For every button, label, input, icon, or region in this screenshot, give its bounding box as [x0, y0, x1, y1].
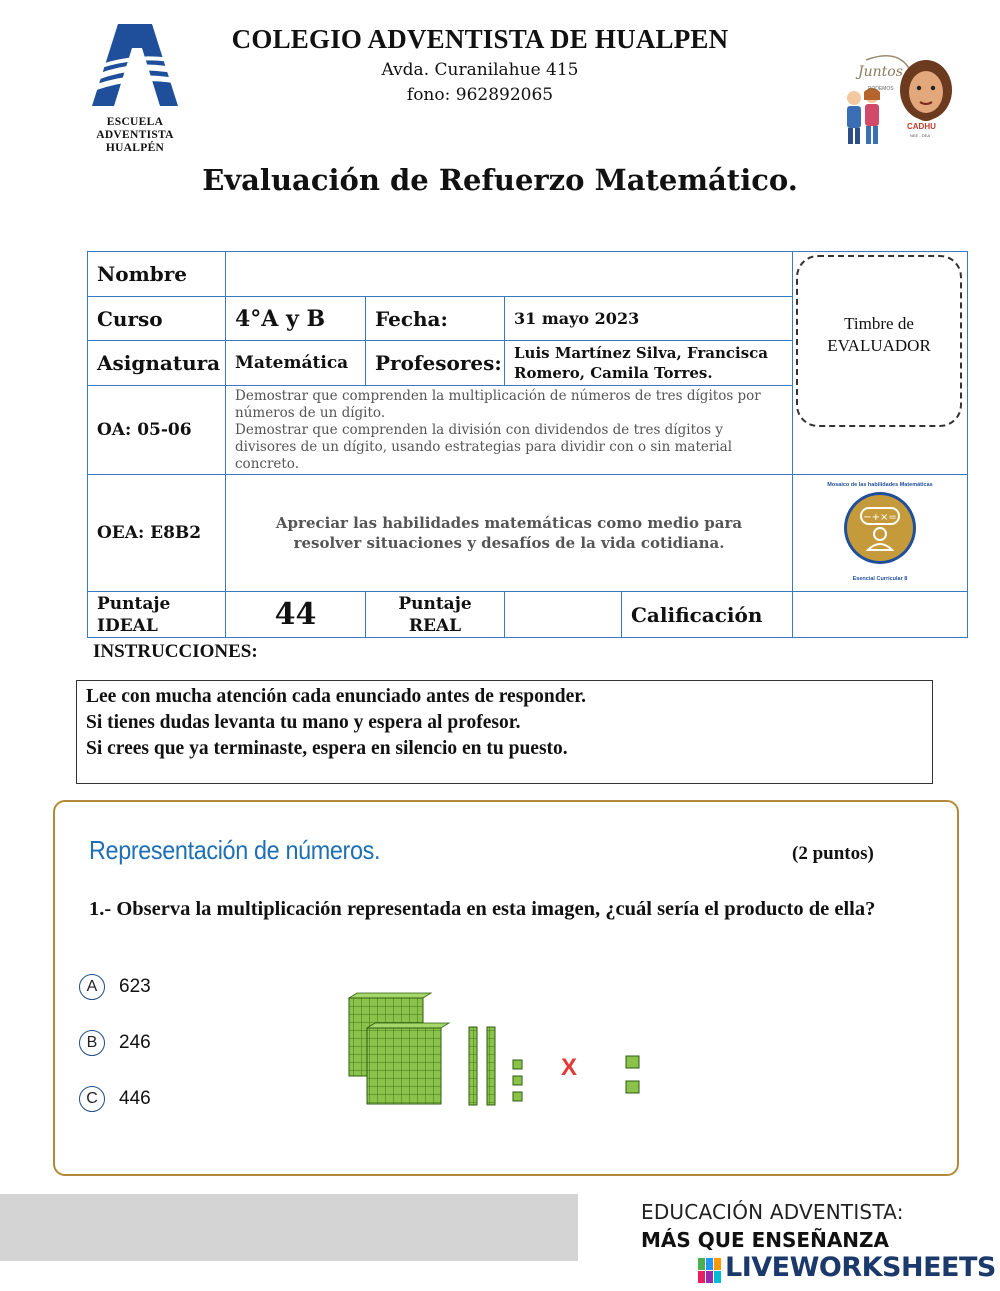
option-a-text[interactable]: 623: [119, 976, 151, 997]
school-logo-line-2: ADVENTISTA: [96, 129, 174, 141]
footer-gray-bar: [0, 1194, 578, 1261]
nombre-field[interactable]: [226, 252, 793, 297]
school-logo-icon: [80, 20, 190, 112]
instructions-label: INSTRUCCIONES:: [93, 641, 258, 662]
puntaje-real-label: Puntaje REAL: [366, 592, 505, 638]
profesores-value: Luis Martínez Silva, Francisca Romero, Camila Torres.: [505, 341, 793, 386]
calificacion-field[interactable]: [793, 592, 968, 638]
instruction-line: Si tienes dudas levanta tu mano y espera al profesor.: [86, 712, 521, 733]
fecha-value: 31 mayo 2023: [505, 297, 793, 341]
oa-line-1: Demostrar que comprenden la multiplicación de números de tres dígitos por números de un dígito.: [235, 387, 761, 421]
badge-cell: [793, 475, 968, 592]
option-c-letter[interactable]: C: [79, 1086, 105, 1112]
question-heading: Representación de números.: [89, 835, 381, 865]
puntaje-real-field[interactable]: [505, 592, 622, 638]
instruction-line: Lee con mucha atención cada enunciado antes de responder.: [86, 686, 586, 707]
badge-top-text: Mosaico de las habilidades Matemáticas: [827, 482, 933, 488]
asignatura-label: Asignatura: [88, 341, 226, 386]
oea-label: OEA: E8B2: [88, 475, 226, 592]
hundred-block-2: [367, 1023, 449, 1104]
profesores-label: Profesores:: [366, 341, 505, 386]
option-c-text[interactable]: 446: [119, 1088, 151, 1109]
ten-rod-2: [487, 1027, 495, 1105]
math-skills-badge: [825, 478, 935, 588]
evaluator-stamp-box: [796, 255, 962, 427]
liveworksheets-text: LIVEWORKSHEETS: [725, 1252, 996, 1283]
question-text: 1.- Observa la multiplicación representada en esta imagen, ¿cuál sería el producto de ella?: [89, 898, 876, 920]
school-logo-line-1: ESCUELA: [106, 116, 164, 128]
svg-text:−+×=: −+×=: [863, 512, 897, 523]
juntos-podemos-logo: [838, 50, 963, 150]
juntos-text: Juntos: [858, 64, 903, 80]
school-address: Avda. Curanilahue 415: [381, 60, 579, 80]
unit-cube-3: [513, 1092, 522, 1101]
page-title: Evaluación de Refuerzo Matemático.: [202, 163, 798, 197]
school-logo: [80, 20, 190, 155]
footer-line-2: MÁS QUE ENSEÑANZA: [641, 1228, 890, 1252]
school-name: COLEGIO ADVENTISTA DE HUALPEN: [231, 24, 729, 54]
curso-value: 4°A y B: [226, 297, 366, 341]
puntaje-ideal-value: 44: [226, 592, 366, 638]
curso-label: Curso: [88, 297, 226, 341]
badge-bottom-text: Esencial Curricular 8: [852, 576, 908, 582]
multiplier-cube-2: [626, 1081, 639, 1093]
oa-line-2: Demostrar que comprenden la división con dividendos de tres dígitos y divisores de un dígito, usando estrategias para dividir con o sin material concreto.: [235, 421, 733, 472]
instruction-line: Si crees que ya terminaste, espera en silencio en tu puesto.: [86, 738, 568, 759]
stamp-line-1: Timbre de: [844, 314, 914, 333]
asignatura-value: Matemática: [226, 341, 366, 386]
multiplier-cube-1: [626, 1056, 639, 1068]
oa-text: [226, 386, 793, 475]
nombre-label: Nombre: [88, 252, 226, 297]
school-phone: fono: 962892065: [406, 85, 554, 105]
unit-cube-1: [513, 1060, 522, 1069]
option-c[interactable]: [79, 1085, 151, 1113]
question-points: (2 puntos): [792, 843, 874, 864]
oa-label: OA: 05-06: [88, 386, 226, 475]
school-logo-line-3: HUALPÉN: [105, 142, 165, 154]
podemos-text: PODEMOS: [868, 86, 894, 92]
footer-line-1: EDUCACIÓN ADVENTISTA:: [641, 1200, 904, 1224]
option-a[interactable]: [79, 973, 151, 1001]
math-badge-icon: [825, 478, 935, 588]
stamp-line-2: EVALUADOR: [827, 336, 931, 355]
calificacion-label: Calificación: [622, 592, 793, 638]
base-ten-blocks-figure: [345, 990, 655, 1110]
unit-cube-2: [513, 1076, 522, 1085]
option-a-letter[interactable]: A: [79, 974, 105, 1000]
base-ten-blocks-icon: [345, 990, 655, 1110]
cadhu-text: CADHU: [907, 122, 936, 131]
nee-dea-text: NEE - DEA: [910, 133, 931, 138]
liveworksheets-logo-icon: [698, 1258, 722, 1284]
option-b[interactable]: [79, 1029, 151, 1057]
instructions-box: [76, 680, 933, 784]
fecha-label: Fecha:: [366, 297, 505, 341]
option-b-text[interactable]: 246: [119, 1032, 151, 1053]
multiplication-sign: X: [561, 1054, 578, 1081]
puntaje-ideal-label: Puntaje IDEAL: [88, 592, 226, 638]
ten-rod-1: [469, 1027, 477, 1105]
option-b-letter[interactable]: B: [79, 1030, 105, 1056]
oea-text: Apreciar las habilidades matemáticas como medio para resolver situaciones y desafíos de la vida cotidiana.: [226, 475, 793, 592]
